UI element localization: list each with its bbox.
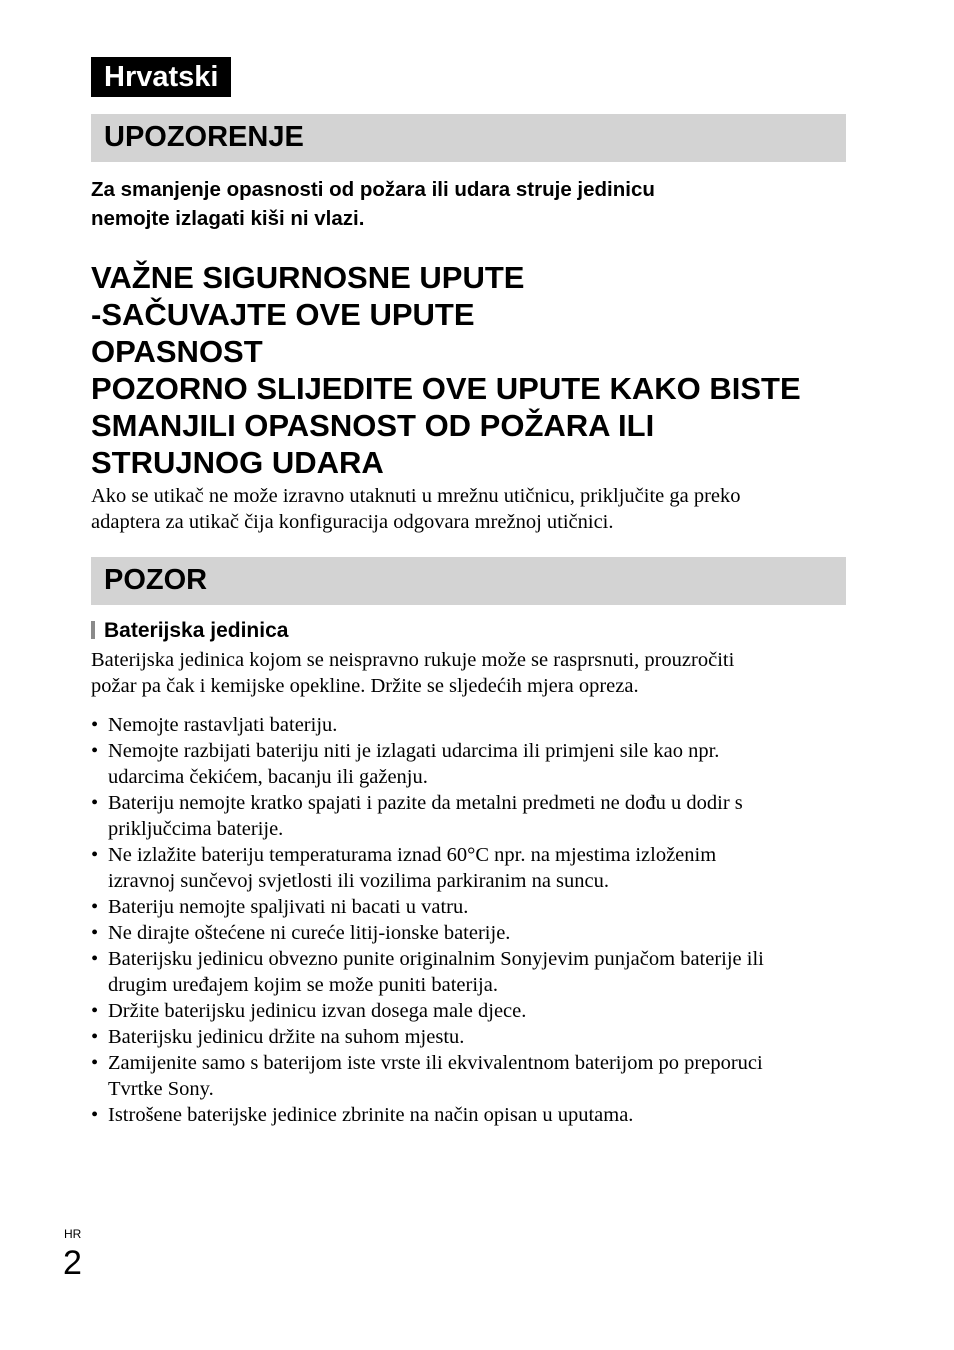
list-item-line: izravnoj sunčevoj svjetlosti ili vozilima parkiranim na suncu.: [108, 870, 609, 892]
list-item: [91, 1102, 851, 1128]
safety-heading-line: SMANJILI OPASNOST OD POŽARA ILI: [91, 408, 655, 443]
list-item-line: Tvrtke Sony.: [108, 1078, 214, 1100]
subheading-marker: [91, 621, 95, 639]
bullet-icon: •: [91, 1104, 99, 1126]
safety-heading-line: OPASNOST: [91, 334, 263, 369]
bullet-icon: •: [91, 948, 99, 970]
safety-heading-line: VAŽNE SIGURNOSNE UPUTE: [91, 260, 525, 295]
list-item-line: Nemojte razbijati bateriju niti je izlagati udarcima ili primjeni sile kao npr.: [108, 740, 720, 762]
section-title: UPOZORENJE: [104, 121, 304, 153]
paragraph-line: Ako se utikač ne može izravno utaknuti u mrežnu utičnicu, priključite ga preko: [91, 485, 741, 507]
paragraph-line: Baterijska jedinica kojom se neispravno rukuje može se rasprsnuti, prouzročiti: [91, 649, 735, 671]
battery-intro-paragraph: [91, 647, 851, 699]
safety-heading: [91, 259, 851, 481]
list-item: [91, 712, 851, 738]
paragraph-line: adaptera za utikač čija konfiguracija odgovara mrežnoj utičnici.: [91, 511, 614, 533]
language-code: HR: [64, 1227, 82, 1241]
list-item: [91, 1050, 851, 1102]
list-item: [91, 842, 851, 894]
list-item-line: Baterijsku jedinicu držite na suhom mjestu.: [108, 1026, 465, 1048]
list-item-line: Bateriju nemojte kratko spajati i pazite da metalni predmeti ne dođu u dodir s: [108, 792, 743, 814]
list-item: [91, 738, 851, 790]
section-header-upozorenje: [91, 114, 846, 162]
list-item-line: priključcima baterije.: [108, 818, 284, 840]
list-item: [91, 998, 851, 1024]
list-item-line: drugim uređajem kojim se može puniti baterija.: [108, 974, 498, 996]
bullet-icon: •: [91, 740, 99, 762]
list-item-line: Istrošene baterijske jedinice zbrinite na način opisan u uputama.: [108, 1104, 634, 1126]
warning-line: Za smanjenje opasnosti od požara ili udara struje jedinicu: [91, 178, 655, 201]
bullet-icon: •: [91, 1000, 99, 1022]
bullet-icon: •: [91, 922, 99, 944]
bullet-icon: •: [91, 844, 99, 866]
list-item-line: Zamijenite samo s baterijom iste vrste ili ekvivalentnom baterijom po preporuci: [108, 1052, 763, 1074]
list-item-line: Ne dirajte oštećene ni cureće litij-ionske baterije.: [108, 922, 511, 944]
paragraph-line: požar pa čak i kemijske opekline. Držite se sljedećih mjera opreza.: [91, 675, 639, 697]
bullet-icon: •: [91, 1052, 99, 1074]
battery-subheading: [91, 618, 288, 644]
bullet-icon: •: [91, 896, 99, 918]
safety-heading-line: STRUJNOG UDARA: [91, 445, 384, 480]
safety-heading-line: -SAČUVAJTE OVE UPUTE: [91, 297, 475, 332]
subheading-text: Baterijska jedinica: [104, 619, 289, 642]
warning-text: [91, 175, 831, 233]
section-title: POZOR: [104, 564, 208, 596]
list-item: [91, 894, 851, 920]
safety-heading-line: POZORNO SLIJEDITE OVE UPUTE KAKO BISTE: [91, 371, 801, 406]
plug-adapter-paragraph: [91, 483, 851, 535]
precaution-list: [91, 712, 851, 1128]
list-item-line: Ne izlažite bateriju temperaturama iznad 60°C npr. na mjestima izloženim: [108, 844, 717, 866]
list-item: [91, 946, 851, 998]
list-item-line: Držite baterijsku jedinicu izvan dosega male djece.: [108, 1000, 527, 1022]
bullet-icon: •: [91, 714, 99, 736]
list-item: [91, 790, 851, 842]
list-item-line: Nemojte rastavljati bateriju.: [108, 714, 338, 736]
section-header-pozor: [91, 557, 846, 605]
bullet-icon: •: [91, 792, 99, 814]
list-item-line: Baterijsku jedinicu obvezno punite originalnim Sonyjevim punjačom baterije ili: [108, 948, 764, 970]
list-item: [91, 1024, 851, 1050]
page-number: 2: [63, 1244, 82, 1282]
list-item-line: Bateriju nemojte spaljivati ni bacati u vatru.: [108, 896, 469, 918]
bullet-icon: •: [91, 1026, 99, 1048]
list-item-line: udarcima čekićem, bacanju ili gaženju.: [108, 766, 428, 788]
language-tab: Hrvatski: [91, 57, 231, 97]
list-item: [91, 920, 851, 946]
warning-line: nemojte izlagati kiši ni vlazi.: [91, 207, 365, 230]
